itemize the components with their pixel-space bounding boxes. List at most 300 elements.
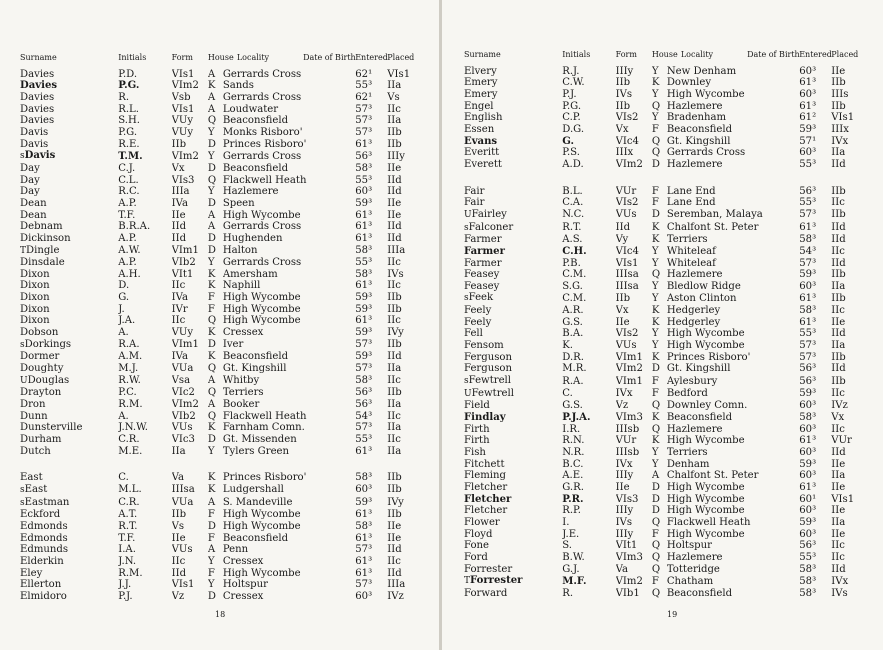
table-row xyxy=(20,92,430,104)
locality-cell: Beaconsfield xyxy=(222,115,289,127)
placed-cell: IId xyxy=(831,158,846,170)
surname-cell xyxy=(464,517,562,529)
initials-cell: D. xyxy=(118,280,130,292)
initials-cell: R.T. xyxy=(118,520,138,532)
surname-text: Fensom xyxy=(464,340,504,352)
form-cell: IIe xyxy=(171,532,186,544)
initials-cell: S. xyxy=(562,540,572,552)
placed-cell: IIb xyxy=(387,484,402,496)
form-cell: VIs3 xyxy=(615,493,639,505)
surname-cell xyxy=(464,340,562,352)
table-row xyxy=(20,411,430,423)
locality-cell: Gt. Missenden xyxy=(222,434,297,445)
form-cell: IIIsa xyxy=(615,280,639,292)
placed-cell: IIIa xyxy=(387,245,406,256)
form-cell: IIc xyxy=(171,280,186,292)
surname-cell xyxy=(20,280,118,292)
house-cell: Q xyxy=(207,410,217,422)
surname-text: Feasey xyxy=(464,269,500,281)
entered-cell: 56³ xyxy=(355,387,373,399)
form-cell: IIa xyxy=(171,445,186,457)
form-cell: VUa xyxy=(171,497,194,509)
locality-cell: Gerrards Cross xyxy=(666,147,746,159)
surname-cell xyxy=(464,552,562,564)
surname-cell xyxy=(464,281,562,293)
table-row xyxy=(20,80,430,92)
house-cell: K xyxy=(207,484,216,496)
table-row xyxy=(20,497,430,510)
placed-cell: IVx xyxy=(831,575,849,587)
house-cell: K xyxy=(651,351,660,363)
table-row xyxy=(20,139,430,151)
left-rows xyxy=(20,69,430,603)
surname-text: Davies xyxy=(20,80,58,92)
locality-cell: Penn xyxy=(222,544,249,556)
house-cell: D xyxy=(651,209,660,221)
table-row xyxy=(464,564,874,576)
house-cell: D xyxy=(651,493,660,505)
placed-cell: IVy xyxy=(387,327,404,339)
table-row xyxy=(20,509,430,521)
surname-cell xyxy=(464,505,562,517)
form-cell: VIm2 xyxy=(171,399,199,411)
locality-cell: Farnham Comn. xyxy=(222,422,305,434)
house-cell: Y xyxy=(207,150,215,162)
initials-cell: A.E. xyxy=(562,470,584,482)
table-row xyxy=(464,159,874,171)
initials-cell: I.R. xyxy=(562,423,581,435)
surname-cell xyxy=(20,591,118,603)
house-cell: K xyxy=(207,351,216,363)
placed-cell: IIb xyxy=(831,351,846,363)
entered-cell: 55³ xyxy=(799,158,817,170)
house-cell: Y xyxy=(651,112,659,124)
header-surname: Surname xyxy=(20,53,57,62)
surname-cell xyxy=(464,66,562,78)
header-locality xyxy=(667,49,799,66)
surname-text: Dinsdale xyxy=(20,257,65,269)
surname-cell xyxy=(20,568,118,580)
house-cell: Q xyxy=(651,269,661,281)
placed-cell: IId xyxy=(831,222,846,234)
entered-cell: 56³ xyxy=(799,540,817,552)
surname-text: Dorkings xyxy=(24,338,72,350)
placed-cell: IIc xyxy=(831,540,845,552)
surname-text: Davis xyxy=(24,150,56,162)
placed-cell: IIa xyxy=(387,80,402,92)
form-cell: Vx xyxy=(615,305,629,317)
surname-cell xyxy=(20,127,118,139)
placed-cell: IId xyxy=(387,544,402,556)
table-row xyxy=(464,292,874,305)
placed-cell: IIe xyxy=(831,481,846,493)
surname-text: Fitchett xyxy=(464,458,505,470)
form-cell: VIc4 xyxy=(615,245,639,257)
entered-cell: 57¹ xyxy=(799,135,817,147)
initials-cell: A.S. xyxy=(562,234,583,246)
locality-cell: Gerrards Cross xyxy=(222,221,302,233)
table-row xyxy=(464,352,874,364)
status-prefix: s xyxy=(464,293,469,304)
surname-text: Dixon xyxy=(20,315,50,327)
locality-cell: Totteridge xyxy=(666,563,720,575)
initials-cell: A.P. xyxy=(118,232,137,244)
right-page xyxy=(442,0,883,650)
status-prefix: T xyxy=(464,576,471,587)
form-cell: IId xyxy=(615,222,631,234)
surname-cell xyxy=(20,139,118,151)
initials-cell: A.P. xyxy=(118,257,137,269)
surname-cell xyxy=(464,136,562,148)
table-row xyxy=(20,186,430,198)
table-row xyxy=(20,579,430,591)
initials-cell: D.G. xyxy=(562,123,585,135)
header-row xyxy=(464,49,874,66)
form-cell: IIb xyxy=(171,509,187,521)
surname-text: Fairley xyxy=(471,208,507,220)
entered-cell: 57³ xyxy=(355,363,373,375)
placed-cell: IIc xyxy=(387,280,401,292)
table-row xyxy=(464,305,874,317)
header-house: House xyxy=(207,53,234,62)
table-row xyxy=(20,221,430,233)
house-cell: Y xyxy=(651,447,659,458)
placed-cell: IIe xyxy=(831,528,846,540)
table-row xyxy=(464,424,874,436)
initials-cell: R.N. xyxy=(562,435,585,447)
table-row xyxy=(464,112,874,124)
surname-cell xyxy=(20,269,118,281)
surname-cell xyxy=(464,482,562,494)
surname-text: Ferguson xyxy=(464,351,512,363)
house-cell: Q xyxy=(651,423,661,435)
placed-cell: IIb xyxy=(387,339,402,351)
house-cell: Y xyxy=(651,328,659,340)
surname-cell xyxy=(20,315,118,327)
entered-cell: 57³ xyxy=(355,126,373,138)
initials-cell: S.G. xyxy=(562,280,583,292)
table-row xyxy=(464,222,874,235)
locality-cell: Tylers Green xyxy=(222,445,290,457)
initials-cell: C.M. xyxy=(562,292,587,304)
form-cell: VUs xyxy=(615,209,637,221)
surname-text: Farmer xyxy=(464,234,502,246)
surname-text: Dixon xyxy=(20,268,50,280)
initials-cell: P.J. xyxy=(118,590,133,602)
form-cell: VUs xyxy=(615,340,637,352)
surname-text: Ford xyxy=(464,551,488,563)
entered-cell: 61³ xyxy=(355,445,373,457)
placed-cell: IIb xyxy=(387,126,402,138)
locality-cell: Cressex xyxy=(222,555,264,567)
surname-cell xyxy=(20,497,118,510)
placed-cell: IVz xyxy=(831,400,848,412)
locality-cell: Gt. Kingshill xyxy=(222,363,287,375)
table-row xyxy=(464,459,874,471)
entered-cell: 55³ xyxy=(355,257,373,269)
form-cell: IIe xyxy=(615,481,630,493)
surname-cell xyxy=(20,80,118,92)
house-cell: D xyxy=(651,481,660,493)
placed-cell: IIb xyxy=(387,292,402,304)
surname-cell xyxy=(20,363,118,375)
form-cell: IVs xyxy=(615,516,633,528)
surname-text: Douglas xyxy=(27,374,70,386)
initials-cell: R. xyxy=(118,91,130,103)
locality-cell: Terriers xyxy=(666,447,708,458)
header-row xyxy=(20,52,430,69)
initials-cell: C.R. xyxy=(118,434,140,445)
table-row xyxy=(20,150,430,163)
house-cell: F xyxy=(651,388,659,400)
surname-text: Firth xyxy=(464,435,490,447)
entered-cell: 61³ xyxy=(355,280,373,292)
house-cell: Y xyxy=(651,280,659,292)
surname-cell xyxy=(464,412,562,424)
placed-cell: IIb xyxy=(831,209,846,221)
surname-cell xyxy=(464,470,562,482)
table-row xyxy=(464,258,874,270)
locality-cell: Princes Risboro' xyxy=(666,351,751,363)
locality-cell: Ludgershall xyxy=(222,484,284,496)
placed-cell: IIb xyxy=(387,472,402,484)
form-cell: VIm1 xyxy=(171,245,199,256)
surname-text: Firth xyxy=(464,423,490,435)
table-row xyxy=(464,269,874,281)
locality-cell: Hughenden xyxy=(222,232,283,244)
house-cell: Q xyxy=(651,563,661,575)
placed-cell: IVs xyxy=(831,587,848,599)
surname-text: Davis xyxy=(20,138,49,150)
initials-cell: J.N. xyxy=(118,555,137,567)
table-row xyxy=(464,482,874,494)
placed-cell: IId xyxy=(831,257,846,269)
status-prefix: U xyxy=(20,375,28,386)
surname-text: Dixon xyxy=(20,280,50,292)
surname-text: Evans xyxy=(464,135,498,147)
entered-cell: 59³ xyxy=(799,388,817,400)
form-cell: VIb1 xyxy=(615,587,640,599)
initials-cell: M.R. xyxy=(562,363,587,375)
initials-cell: A.D. xyxy=(562,158,584,170)
entered-cell: 60³ xyxy=(799,528,817,540)
surname-text: Fletcher xyxy=(464,505,508,517)
surname-cell xyxy=(464,124,562,136)
table-row xyxy=(20,521,430,533)
initials-cell: M.F. xyxy=(562,575,587,587)
surname-text: Edmonds xyxy=(20,532,68,544)
form-cell: VIs2 xyxy=(615,112,639,124)
entered-cell: 59³ xyxy=(799,123,817,135)
house-cell: Y xyxy=(207,445,215,457)
surname-cell xyxy=(20,150,118,163)
table-row xyxy=(464,101,874,113)
form-cell: VIs2 xyxy=(615,197,639,209)
house-cell: Y xyxy=(651,245,659,257)
form-cell: VIm2 xyxy=(615,158,643,170)
form-cell: IIe xyxy=(171,209,186,221)
house-cell: Q xyxy=(207,115,217,127)
house-cell: A xyxy=(207,399,216,411)
house-cell: Q xyxy=(651,540,661,552)
left-page xyxy=(0,0,440,650)
surname-text: Edmonds xyxy=(20,520,68,532)
house-cell: F xyxy=(207,509,215,521)
house-cell: K xyxy=(651,435,660,447)
surname-cell xyxy=(464,234,562,246)
table-row xyxy=(464,517,874,529)
house-cell: K xyxy=(207,327,216,339)
initials-cell: J.A. xyxy=(118,315,136,327)
form-cell: VUa xyxy=(171,363,194,375)
surname-cell xyxy=(464,77,562,89)
surname-text: Emery xyxy=(464,77,498,89)
surname-text: Dean xyxy=(20,209,47,221)
entered-cell: 58³ xyxy=(799,587,817,599)
form-cell: IVx xyxy=(615,458,633,470)
entered-cell: 56³ xyxy=(355,399,373,411)
surname-cell xyxy=(20,198,118,210)
house-cell: Q xyxy=(207,387,217,399)
surname-text: Ferguson xyxy=(464,363,512,375)
form-cell: VUs xyxy=(171,544,193,556)
locality-cell: Beaconsfield xyxy=(222,351,289,363)
house-cell: K xyxy=(651,412,660,424)
locality-cell: Hazlemere xyxy=(666,100,723,112)
locality-cell: Booker xyxy=(222,399,260,411)
locality-cell: Gerrards Cross xyxy=(222,150,302,162)
placed-cell: IIc xyxy=(387,315,401,327)
form-cell: VIm3 xyxy=(615,551,643,563)
status-prefix: T xyxy=(20,245,27,256)
form-cell: VIs1 xyxy=(171,68,195,80)
placed-cell: IIb xyxy=(387,509,402,521)
form-cell: VUs xyxy=(171,422,193,434)
initials-cell: P.B. xyxy=(562,257,581,269)
entered-cell: 57³ xyxy=(355,579,373,591)
house-cell: Y xyxy=(651,257,659,269)
entered-cell: 58³ xyxy=(355,472,373,484)
initials-cell: R. xyxy=(562,587,574,599)
table-row xyxy=(464,400,874,412)
locality-cell: High Wycombe xyxy=(222,567,301,579)
surname-cell xyxy=(20,186,118,198)
surname-text: Findlay xyxy=(464,412,506,424)
surname-text: Davies xyxy=(20,103,55,115)
house-cell: A xyxy=(207,91,216,103)
table-row xyxy=(20,292,430,304)
house-cell: D xyxy=(207,162,216,174)
placed-cell: IIb xyxy=(831,185,846,197)
initials-cell: G. xyxy=(562,135,574,147)
table-row xyxy=(20,233,430,245)
surname-cell xyxy=(464,363,562,375)
initials-cell: R.A. xyxy=(118,339,140,351)
status-prefix: s xyxy=(20,484,25,495)
table-row xyxy=(464,186,874,198)
initials-cell: D.R. xyxy=(562,351,584,363)
placed-cell: IIe xyxy=(831,65,846,77)
entered-cell: 61³ xyxy=(355,532,373,544)
placed-cell: IIb xyxy=(831,77,846,89)
locality-cell: Hedgerley xyxy=(666,316,721,328)
placed-cell: IIe xyxy=(831,458,846,470)
surname-cell xyxy=(20,92,118,104)
house-cell: K xyxy=(651,77,660,89)
surname-text: Day xyxy=(20,186,40,198)
surname-cell xyxy=(20,387,118,399)
initials-cell: A.M. xyxy=(118,351,143,363)
form-cell: IIIsb xyxy=(615,423,640,435)
placed-cell: IIa xyxy=(387,115,402,127)
house-cell: Y xyxy=(207,555,215,567)
table-row xyxy=(464,340,874,352)
surname-text: Dobson xyxy=(20,327,59,339)
house-cell: K xyxy=(207,472,216,484)
entered-cell: 58³ xyxy=(355,268,373,280)
table-row xyxy=(464,328,874,340)
table-row xyxy=(464,89,874,101)
placed-cell: IId xyxy=(387,221,402,233)
initials-cell: A. xyxy=(118,327,129,339)
surname-cell xyxy=(464,159,562,171)
surname-cell xyxy=(464,209,562,222)
placed-cell: IIa xyxy=(387,363,402,375)
entered-cell: 55³ xyxy=(355,434,373,445)
entered-cell: 60³ xyxy=(799,423,817,435)
surname-cell xyxy=(20,327,118,339)
form-cell: Vx xyxy=(171,162,185,174)
locality-cell: Sands xyxy=(222,80,254,92)
locality-cell: New Denham xyxy=(666,65,737,77)
locality-cell: S. Mandeville xyxy=(222,497,293,509)
house-cell: F xyxy=(207,303,215,315)
entered-cell: 60³ xyxy=(355,186,373,198)
header-entered: Entered xyxy=(355,53,388,62)
placed-cell: IIa xyxy=(387,399,402,411)
locality-cell: Terriers xyxy=(222,387,264,399)
locality-cell: Hazlemere xyxy=(222,186,279,198)
gap-cell xyxy=(20,457,430,472)
form-cell: VIb2 xyxy=(171,257,196,269)
locality-cell: Amersham xyxy=(222,268,278,280)
house-cell: K xyxy=(651,305,660,317)
surname-cell xyxy=(20,411,118,423)
surname-cell xyxy=(464,305,562,317)
house-cell: Y xyxy=(651,292,659,304)
locality-cell: Aston Clinton xyxy=(666,292,737,304)
entered-cell: 57³ xyxy=(355,339,373,351)
surname-cell xyxy=(464,529,562,541)
entered-cell: 61³ xyxy=(799,481,817,493)
surname-text: Fair xyxy=(464,197,485,209)
house-cell: A xyxy=(207,544,216,556)
house-cell: Y xyxy=(651,340,659,352)
entered-cell: 58³ xyxy=(355,162,373,174)
locality-cell: Gt. Kingshill xyxy=(666,363,731,375)
locality-cell: Lane End xyxy=(666,197,716,209)
locality-cell: Beaconsfield xyxy=(222,532,289,544)
entered-cell: 58³ xyxy=(355,245,373,256)
table-row xyxy=(20,556,430,568)
initials-cell: M.J. xyxy=(118,363,139,375)
form-cell: VIm2 xyxy=(615,363,643,375)
entered-cell: 61³ xyxy=(355,555,373,567)
entered-cell: 60³ xyxy=(799,147,817,159)
surname-cell xyxy=(20,339,118,352)
table-row xyxy=(20,210,430,222)
surname-text: Field xyxy=(464,400,490,412)
